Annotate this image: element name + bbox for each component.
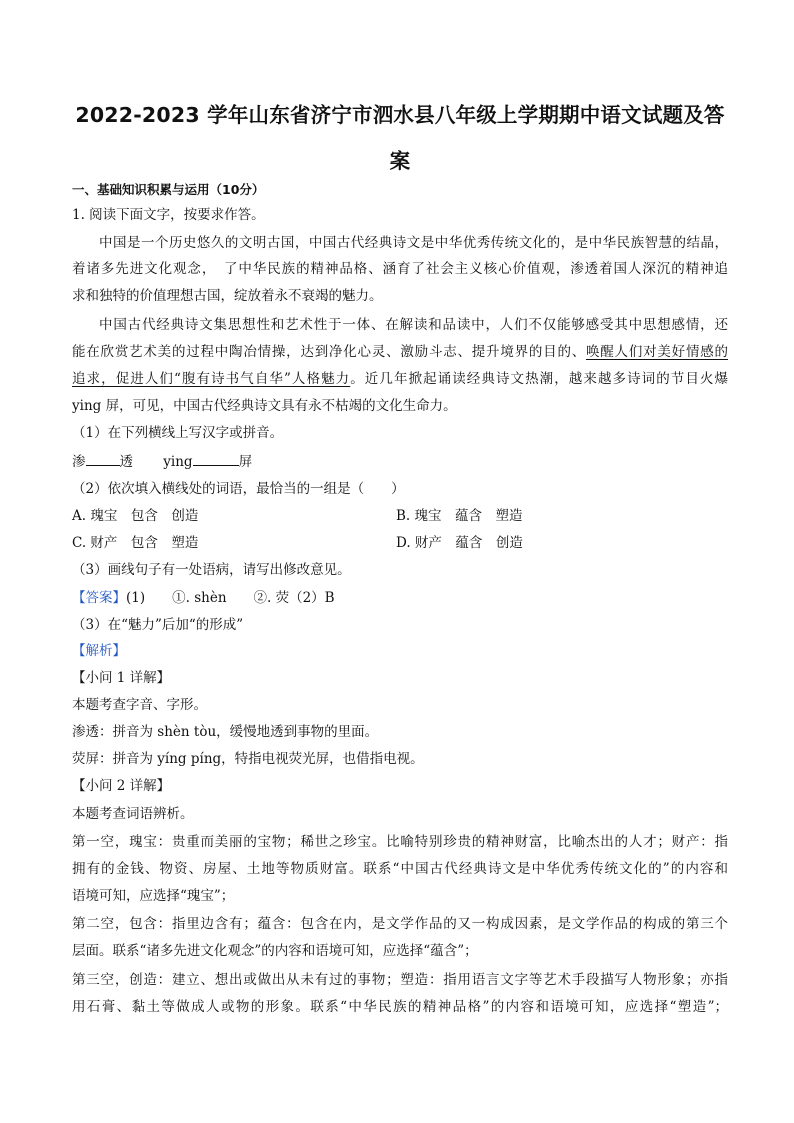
fill-a-prefix: 渗 [72,454,86,470]
part-1-line-1: 本题考查字音、字形。 [72,697,207,713]
passage-text: 能在欣赏艺术美的过程中陶冶情操，达到净化心灵、激励斗志、提升境界的目的、 [72,344,586,360]
part-2-line-6: 层面。联系“诸多先进文化观念”的内容和语境可知，应选择“蕴含”； [72,943,478,959]
sub-question-2: （2）依次填入横线处的词语，最恰当的一组是（ ） [72,481,405,497]
passage-line-1: 中国是一个历史悠久的文明古国，中国古代经典诗文是中华优秀传统文化的，是中华民族智慧的结晶， [99,235,728,251]
part-2-line-8: 用石膏、黏土等做成人或物的形象。联系“中华民族的精神品格”的内容和语境可知，应选择“塑造”； [72,999,728,1015]
passage-line-7: ying 屏，可见，中国古代经典诗文具有永不枯竭的文化生命力。 [72,398,457,414]
part-2-line-4: 语境可知，应选择“瑰宝”； [72,888,235,904]
passage-line-3: 求和独特的价值理想古国，绽放着永不衰竭的魅力。 [72,288,383,304]
passage-line-4: 中国古代经典诗文集思想性和艺术性于一体、在解读和品读中，人们不仅能够感受其中思想感情，还 [99,317,728,333]
fill-b-suffix: 屏 [238,454,253,470]
part-2-label: 【小问 2 详解】 [72,778,171,794]
part-2-line-7: 第三空，创造：建立、想出或做出从未有过的事物；塑造：指用语言文字等艺术手段描写人物形象；亦指 [72,972,728,988]
option-b[interactable]: B. 瑰宝 蕴含 塑造 [396,508,523,524]
part-2-line-1: 本题考查词语辨析。 [72,806,194,822]
fill-b-prefix: ying [163,454,193,470]
answer-line-2: （3）在“魅力”后加“的形成” [72,617,244,633]
options-row-2 [72,530,728,556]
answer-line-1 [72,585,728,611]
passage-line-2: 着诸多先进文化观念， 了中华民族的精神品格、涵育了社会主义核心价值观，渗透着国人深沉的精神追 [72,261,728,277]
part-1-label: 【小问 1 详解】 [72,670,171,686]
options-row-1 [72,503,728,529]
passage-text: 。近几年掀起诵读经典诗文热潮，越来越多诗词的节目火爆 [350,371,729,387]
answer-blank-b[interactable] [193,451,239,466]
fill-a-suffix: 透 [119,454,133,470]
analysis-label: 【解析】 [72,643,126,659]
answer-label: 【答案】 [72,590,126,606]
sub-question-1: （1）在下列横线上写汉字或拼音。 [72,425,284,441]
question-prompt: 1. 阅读下面文字，按要求作答。 [72,207,265,223]
option-d[interactable]: D. 财产 蕴含 创造 [396,535,523,551]
passage-line-6 [72,366,728,392]
fill-blank-line [72,449,728,475]
title-line-1: 2022-2023 学年山东省济宁市泗水县八年级上学期期中语文试题及答 [75,103,725,127]
passage-line-5 [72,339,728,365]
option-a[interactable]: A. 瑰宝 包含 创造 [72,508,199,524]
sub-question-3: （3）画线句子有一处语病，请写出修改意见。 [72,562,351,578]
underlined-sentence-part-2: 追求，促进人们“腹有诗书气自华”人格魅力 [72,371,351,387]
option-c[interactable]: C. 财产 包含 塑造 [72,535,199,551]
part-1-line-2: 渗透：拼音为 shèn tòu，缓慢地透到事物的里面。 [72,724,379,740]
part-1-line-3: 荧屏：拼音为 yíng píng，特指电视荧光屏，也借指电视。 [72,751,424,767]
answer-text: (1) ①. shèn ②. 荧（2）B [126,590,335,606]
section-heading: 一、基础知识积累与运用（10分） [72,182,265,197]
part-2-line-5: 第二空，包含：指里边含有；蕴含：包含在内，是文学作品的又一构成因素，是文学作品的构成的第三个 [72,916,728,932]
part-2-line-2: 第一空，瑰宝：贵重而美丽的宝物；稀世之珍宝。比喻特别珍贵的精神财富，比喻杰出的人才；财产：指 [72,834,728,850]
answer-blank-a[interactable] [86,451,120,466]
part-2-line-3: 拥有的金钱、物资、房屋、土地等物质财富。联系“中国古代经典诗文是中华优秀传统文化的”的内容和 [72,861,728,877]
title-line-2: 案 [389,149,411,173]
document-title [72,92,728,184]
underlined-sentence-part-1: 唤醒人们对美好情感的 [586,344,728,360]
